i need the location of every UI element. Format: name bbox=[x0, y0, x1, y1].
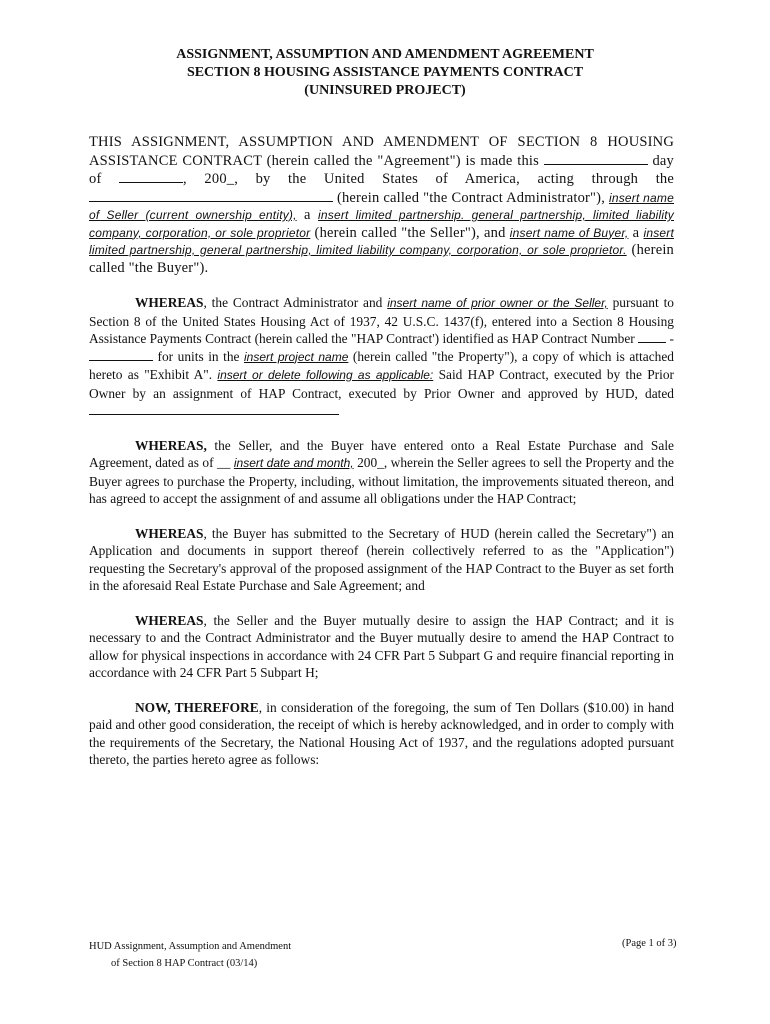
document-title bbox=[0, 46, 770, 100]
paragraph-text: - bbox=[669, 331, 674, 346]
hap-number-blank-2 bbox=[89, 348, 153, 361]
intro-text: a bbox=[304, 207, 311, 223]
footer-line-1: HUD Assignment, Assumption and Amendment bbox=[89, 941, 292, 952]
whereas-paragraph-3 bbox=[89, 525, 674, 595]
paragraph-text: 200_, wherein the Seller agrees to sell the Property and the Buyer agrees to purchase the Property, including, without limitation, the improvements situated thereon, and has agreed to accept the assignment of and assume all obligations under the HAP Contract; bbox=[89, 455, 674, 506]
footer-document-id bbox=[89, 938, 291, 972]
whereas-paragraph-4 bbox=[89, 612, 674, 682]
paragraph-text: the Seller, and the Buyer have entered onto a Real Estate Purchase and Sale Agreement, dated as of __ bbox=[89, 437, 674, 470]
intro-text: THIS ASSIGNMENT, ASSUMPTION AND AMENDMENT OF SECTION 8 HOUSING ASSISTANCE CONTRACT (herein called the "Agreement") is made this bbox=[89, 134, 674, 169]
insert-or-delete-note: insert or delete following as applicable: bbox=[217, 368, 434, 382]
whereas-keyword: WHEREAS bbox=[135, 295, 204, 310]
whereas-keyword: WHEREAS bbox=[135, 525, 204, 541]
intro-text: (herein called "the Buyer"). bbox=[89, 242, 675, 276]
paragraph-text: for units in the bbox=[157, 348, 240, 364]
paragraph-text: , the Seller and the Buyer mutually desire to assign the HAP Contract; and it is necessary to and the Contract Administrator and the Buyer mutually desire to amend the HAP Contract to allow for physical inspections in accordance with 24 CFR Part 5 Subpart G and require financial reporting in accordance with 24 CFR Part 5 Subpart H; bbox=[89, 612, 674, 680]
page-number: (Page 1 of 3) bbox=[622, 938, 677, 949]
insert-seller-name: insert name of Seller (current ownership entity), bbox=[89, 190, 674, 222]
now-therefore-paragraph bbox=[89, 699, 674, 769]
title-line-2: SECTION 8 HOUSING ASSISTANCE PAYMENTS CONTRACT bbox=[186, 65, 584, 80]
dated-blank bbox=[89, 402, 339, 415]
whereas-paragraph-2 bbox=[89, 437, 674, 508]
whereas-keyword: WHEREAS bbox=[135, 612, 204, 628]
title-line-1: ASSIGNMENT, ASSUMPTION AND AMENDMENT AGREEMENT bbox=[176, 47, 594, 62]
whereas-paragraph-1 bbox=[89, 294, 674, 420]
insert-buyer-entity-type: insert limited partnership, general partnership, limited liability company, corporation, or sole proprietor. bbox=[89, 225, 675, 257]
paragraph-text: , the Buyer has submitted to the Secretary of HUD (herein called the Secretary") an Application and documents in support thereof (herein collectively referred to as the "Application") requesting the Secretary's approval of the proposed assignment of the HAP Contract to the Buyer as set forth in the aforesaid Real Estate Purchase and Sale Agreement; and bbox=[89, 525, 674, 593]
insert-seller-entity-type: insert limited partnership. general partnership, limited liability company, corporation, or sole proprietor bbox=[89, 208, 674, 240]
contract-administrator-blank bbox=[89, 189, 333, 202]
intro-text: , 200_, by the United States of America, acting through the bbox=[183, 171, 675, 187]
date-day-blank bbox=[544, 152, 648, 165]
title-line-3: (UNINSURED PROJECT) bbox=[304, 83, 466, 98]
footer-line-2: of Section 8 HAP Contract (03/14) bbox=[111, 958, 258, 969]
paragraph-text: Said HAP Contract, executed by the Prior Owner by an assignment of HAP Contract, executed by Prior Owner and approved by HUD, dated bbox=[89, 367, 674, 401]
paragraph-text: pursuant to Section 8 of the United States Housing Act of 1937, 42 U.S.C. 1437(f), entered into a Section 8 Housing Assistance Payments Contract (herein called the "HAP Contract') identified as HAP Contract Number bbox=[89, 295, 674, 346]
intro-text: (herein called "the Contract Administrator"), bbox=[336, 189, 606, 206]
whereas-keyword: WHEREAS, bbox=[135, 437, 207, 453]
hap-number-blank-1 bbox=[638, 330, 666, 343]
intro-text: a bbox=[632, 224, 640, 241]
now-therefore-keyword: NOW, THEREFORE bbox=[135, 699, 259, 715]
month-blank bbox=[119, 170, 183, 183]
insert-prior-owner: insert name of prior owner or the Seller, bbox=[387, 296, 608, 310]
intro-text: day of bbox=[89, 152, 675, 187]
intro-text: (herein called "the Seller"), and bbox=[314, 224, 506, 241]
paragraph-text: , in consideration of the foregoing, the sum of Ten Dollars ($10.00) in hand paid and other good consideration, the receipt of which is hereby acknowledged, and in order to comply with the requirements of the Secretary, the National Housing Act of 1937, and the regulations adopted pursuant thereto, the parties hereto agree as follows: bbox=[89, 699, 674, 767]
insert-project-name: insert project name bbox=[244, 349, 349, 364]
paragraph-text: (herein called "the Property"), a copy of which is attached hereto as "Exhibit A". bbox=[89, 348, 674, 382]
paragraph-text: , the Contract Administrator and bbox=[203, 295, 383, 310]
intro-paragraph bbox=[89, 134, 674, 277]
insert-buyer-name: insert name of Buyer, bbox=[509, 225, 629, 240]
insert-date-month: insert date and month, bbox=[233, 456, 354, 470]
document-body bbox=[89, 134, 674, 786]
